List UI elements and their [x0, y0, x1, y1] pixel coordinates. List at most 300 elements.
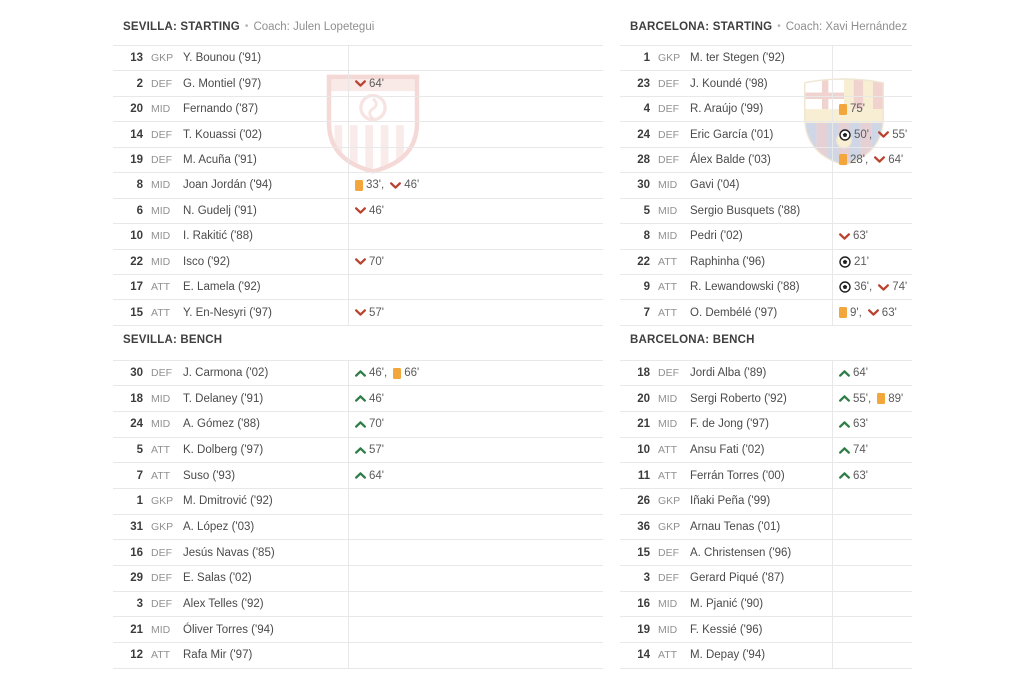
player-position: GKP — [658, 520, 681, 533]
player-row[interactable] — [620, 540, 912, 566]
player-events — [348, 515, 603, 540]
player-number: 10 — [637, 444, 650, 457]
player-events — [832, 643, 912, 668]
player-name: Raphinha ('96) — [690, 255, 766, 268]
player-position: ATT — [658, 444, 678, 457]
player-position: DEF — [658, 572, 679, 585]
player-number: 21 — [130, 623, 143, 636]
player-events — [832, 46, 912, 70]
match-event — [877, 393, 903, 405]
player-name: K. Dolberg ('97) — [183, 444, 264, 457]
player-row[interactable] — [113, 386, 603, 412]
player-number: 36 — [637, 520, 650, 533]
player-position: ATT — [151, 306, 171, 319]
match-event — [839, 154, 868, 166]
player-name: N. Gudelj ('91) — [183, 204, 257, 217]
player-row[interactable] — [113, 148, 603, 173]
player-row[interactable] — [113, 199, 603, 224]
player-row[interactable] — [113, 463, 603, 489]
goal-icon — [839, 129, 851, 141]
player-row[interactable] — [620, 643, 912, 669]
player-events — [348, 199, 603, 223]
player-position: DEF — [151, 597, 172, 610]
player-position: MID — [151, 103, 171, 116]
event-time: 55' — [892, 128, 908, 141]
player-number: 6 — [136, 204, 143, 217]
player-number: 11 — [637, 469, 650, 482]
player-row[interactable] — [620, 463, 912, 489]
player-events — [348, 438, 603, 463]
player-row[interactable] — [620, 97, 912, 122]
player-number: 13 — [130, 52, 143, 65]
player-position: ATT — [658, 255, 678, 268]
event-time: 64' — [369, 469, 384, 482]
player-number: 16 — [637, 597, 650, 610]
player-name: T. Kouassi ('02) — [183, 128, 262, 141]
sub-off-icon — [355, 258, 366, 265]
player-position: ATT — [151, 444, 171, 457]
sub-on-icon — [839, 421, 850, 428]
match-event — [839, 444, 868, 456]
event-time: 63' — [853, 469, 868, 482]
player-events — [348, 300, 603, 324]
player-row[interactable] — [113, 438, 603, 464]
player-events — [348, 97, 603, 121]
player-position: GKP — [151, 52, 174, 65]
match-event — [355, 444, 384, 456]
player-number: 8 — [643, 230, 650, 243]
player-number: 28 — [637, 153, 650, 166]
player-position: MID — [658, 392, 678, 405]
player-events — [832, 412, 912, 437]
player-position: DEF — [658, 128, 679, 141]
player-position: ATT — [151, 469, 171, 482]
yellow-card-icon — [393, 368, 401, 379]
player-events — [348, 361, 603, 386]
player-position: DEF — [658, 367, 679, 380]
player-row[interactable] — [620, 617, 912, 643]
sevilla-starting-title: SEVILLA: STARTING — [123, 21, 240, 33]
sub-on-icon — [839, 447, 850, 454]
player-position: MID — [658, 418, 678, 431]
player-number: 30 — [637, 179, 650, 192]
match-event — [839, 393, 871, 405]
header-separator-dot: • — [244, 21, 249, 32]
player-number: 9 — [643, 281, 650, 294]
player-position: MID — [658, 204, 678, 217]
event-time: 9', — [850, 306, 862, 319]
player-name: Jordi Alba ('89) — [690, 367, 767, 380]
sub-on-icon — [839, 370, 850, 377]
sevilla-bench-title: SEVILLA: BENCH — [123, 333, 223, 346]
match-event — [355, 367, 387, 379]
player-number: 8 — [136, 179, 143, 192]
player-row[interactable] — [113, 224, 603, 249]
player-number: 5 — [643, 204, 650, 217]
player-events — [832, 250, 912, 274]
player-position: ATT — [658, 469, 678, 482]
player-position: DEF — [658, 546, 679, 559]
player-events — [348, 463, 603, 488]
player-events — [832, 97, 912, 121]
player-position: MID — [658, 597, 678, 610]
player-events — [348, 566, 603, 591]
player-events — [832, 489, 912, 514]
player-number: 12 — [130, 649, 143, 662]
player-number: 31 — [130, 520, 143, 533]
player-position: MID — [151, 204, 171, 217]
player-name: Óliver Torres ('94) — [183, 623, 274, 636]
event-time: 89' — [888, 392, 904, 405]
match-event — [839, 367, 868, 379]
player-number: 3 — [136, 597, 143, 610]
match-event — [839, 230, 868, 242]
player-name: M. Acuña ('91) — [183, 153, 257, 166]
player-position: GKP — [658, 495, 681, 508]
player-row[interactable] — [620, 412, 912, 438]
player-number: 19 — [637, 623, 650, 636]
barcelona-coach-label: Coach: Xavi Hernández — [785, 21, 908, 33]
player-position: DEF — [658, 77, 679, 90]
player-events — [832, 463, 912, 488]
player-row[interactable] — [620, 148, 912, 173]
player-name: Arnau Tenas ('01) — [690, 520, 781, 533]
player-events — [832, 515, 912, 540]
player-events — [832, 275, 912, 299]
player-events — [832, 122, 912, 146]
player-events — [832, 566, 912, 591]
player-row[interactable] — [113, 566, 603, 592]
player-name: M. Pjanić ('90) — [690, 597, 764, 610]
event-time: 63' — [881, 306, 897, 319]
player-row[interactable] — [620, 592, 912, 618]
player-name: J. Carmona ('02) — [183, 367, 269, 380]
player-row[interactable] — [620, 275, 912, 300]
player-row[interactable] — [620, 71, 912, 96]
player-name: Iñaki Peña ('99) — [690, 495, 771, 508]
player-number: 24 — [130, 418, 143, 431]
player-position: ATT — [658, 649, 678, 662]
event-time: 57' — [369, 444, 384, 457]
player-name: A. Christensen ('96) — [690, 546, 792, 559]
sub-off-icon — [390, 182, 401, 189]
player-row[interactable] — [113, 46, 603, 71]
event-time: 63' — [853, 418, 868, 431]
sub-on-icon — [355, 421, 366, 428]
player-position: DEF — [151, 572, 172, 585]
player-row[interactable] — [620, 250, 912, 275]
player-number: 23 — [637, 77, 650, 90]
player-row[interactable] — [113, 489, 603, 515]
player-position: GKP — [151, 520, 174, 533]
match-event — [839, 307, 862, 319]
event-time: 28', — [850, 153, 869, 166]
player-name: M. Depay ('94) — [690, 649, 766, 662]
player-name: T. Delaney ('91) — [183, 392, 264, 405]
player-row[interactable] — [113, 300, 603, 325]
player-events — [348, 148, 603, 172]
player-position: MID — [151, 255, 171, 268]
player-name: O. Dembélé ('97) — [690, 306, 778, 319]
sevilla-bench-table — [113, 360, 603, 669]
player-row[interactable] — [113, 540, 603, 566]
player-position: ATT — [658, 281, 678, 294]
player-name: F. Kessié ('96) — [690, 623, 763, 636]
player-name: M. ter Stegen ('92) — [690, 52, 785, 65]
player-position: GKP — [151, 495, 174, 508]
sub-off-icon — [868, 309, 879, 316]
goal-icon — [839, 256, 851, 268]
goal-icon — [839, 281, 851, 293]
player-name: R. Araújo ('99) — [690, 103, 764, 116]
match-event — [355, 470, 384, 482]
player-events — [832, 224, 912, 248]
player-number: 3 — [643, 572, 650, 585]
player-number: 22 — [637, 255, 650, 268]
player-events — [348, 173, 603, 197]
event-time: 70' — [369, 255, 384, 268]
player-row[interactable] — [620, 566, 912, 592]
player-events — [348, 643, 603, 668]
player-position: MID — [658, 623, 678, 636]
player-number: 10 — [130, 230, 143, 243]
event-time: 64' — [888, 153, 904, 166]
player-position: ATT — [658, 306, 678, 319]
event-time: 75' — [850, 103, 865, 116]
event-time: 46', — [369, 367, 388, 380]
match-event — [878, 129, 907, 141]
yellow-card-icon — [839, 307, 847, 318]
player-number: 15 — [637, 546, 650, 559]
player-position: MID — [151, 623, 171, 636]
player-events — [832, 386, 912, 411]
player-events — [832, 361, 912, 386]
sub-on-icon — [839, 472, 850, 479]
player-events — [832, 617, 912, 642]
barcelona-starting-header — [620, 20, 912, 34]
match-event — [355, 256, 384, 268]
player-position: ATT — [151, 281, 171, 294]
player-number: 22 — [130, 255, 143, 268]
player-row[interactable] — [113, 250, 603, 275]
match-event — [355, 307, 384, 319]
event-time: 70' — [369, 418, 384, 431]
player-position: DEF — [658, 153, 679, 166]
player-number: 16 — [130, 546, 143, 559]
player-number: 1 — [136, 495, 143, 508]
player-events — [832, 438, 912, 463]
match-event — [355, 418, 384, 430]
player-position: MID — [151, 392, 171, 405]
player-position: DEF — [151, 128, 172, 141]
player-row[interactable] — [620, 46, 912, 71]
player-position: DEF — [151, 367, 172, 380]
player-name: Rafa Mir ('97) — [183, 649, 253, 662]
player-number: 20 — [637, 392, 650, 405]
player-number: 2 — [136, 77, 143, 90]
player-row[interactable] — [113, 173, 603, 198]
player-position: MID — [658, 230, 678, 243]
player-number: 19 — [130, 153, 143, 166]
player-number: 5 — [136, 444, 143, 457]
match-event — [839, 256, 869, 268]
event-time: 36', — [854, 281, 873, 294]
player-row[interactable] — [620, 515, 912, 541]
player-number: 30 — [130, 367, 143, 380]
sub-on-icon — [355, 447, 366, 454]
event-time: 46' — [404, 179, 420, 192]
player-number: 29 — [130, 572, 143, 585]
player-events — [348, 122, 603, 146]
player-events — [348, 71, 603, 95]
player-events — [832, 300, 912, 324]
player-name: Jesús Navas ('85) — [183, 546, 275, 559]
yellow-card-icon — [355, 180, 363, 191]
player-position: MID — [151, 418, 171, 431]
sevilla-bench-header — [113, 333, 603, 347]
sub-on-icon — [355, 472, 366, 479]
match-event — [355, 179, 384, 191]
player-number: 14 — [130, 128, 143, 141]
player-row[interactable] — [620, 199, 912, 224]
player-row[interactable] — [113, 412, 603, 438]
player-name: E. Lamela ('92) — [183, 281, 261, 294]
player-events — [348, 46, 603, 70]
event-time: 66' — [404, 367, 420, 380]
player-position: DEF — [151, 546, 172, 559]
player-name: I. Rakitić ('88) — [183, 230, 253, 243]
match-event — [390, 179, 419, 191]
match-event — [878, 281, 907, 293]
player-events — [348, 617, 603, 642]
player-row[interactable] — [113, 71, 603, 96]
match-event — [868, 307, 897, 319]
match-event — [355, 78, 384, 90]
player-name: F. de Jong ('97) — [690, 418, 769, 431]
player-events — [348, 412, 603, 437]
player-name: G. Montiel ('97) — [183, 77, 262, 90]
player-events — [832, 592, 912, 617]
barcelona-lineup-column — [620, 0, 912, 669]
sub-on-icon — [355, 370, 366, 377]
player-position: DEF — [151, 153, 172, 166]
player-name: Alex Telles ('92) — [183, 597, 264, 610]
sub-off-icon — [839, 233, 850, 240]
player-number: 20 — [130, 103, 143, 116]
player-row[interactable] — [620, 300, 912, 325]
player-name: Suso ('93) — [183, 469, 236, 482]
player-events — [348, 275, 603, 299]
player-row[interactable] — [620, 386, 912, 412]
player-name: Pedri ('02) — [690, 230, 743, 243]
player-row[interactable] — [113, 361, 603, 387]
sub-off-icon — [355, 207, 366, 214]
player-position: DEF — [151, 77, 172, 90]
player-position: ATT — [151, 649, 171, 662]
match-event — [839, 470, 868, 482]
player-number: 14 — [637, 649, 650, 662]
player-number: 4 — [643, 103, 650, 116]
player-row[interactable] — [113, 97, 603, 122]
player-position: MID — [151, 179, 171, 192]
player-row[interactable] — [113, 515, 603, 541]
player-name: Gerard Piqué ('87) — [690, 572, 785, 585]
player-row[interactable] — [620, 122, 912, 147]
player-name: R. Lewandowski ('88) — [690, 281, 800, 294]
player-row[interactable] — [113, 592, 603, 618]
player-name: Joan Jordán ('94) — [183, 179, 273, 192]
match-event — [874, 154, 903, 166]
player-number: 7 — [136, 469, 143, 482]
event-time: 74' — [892, 281, 908, 294]
player-name: Álex Balde ('03) — [690, 153, 771, 166]
player-row[interactable] — [620, 438, 912, 464]
player-events — [832, 540, 912, 565]
player-events — [348, 224, 603, 248]
player-name: Gavi ('04) — [690, 179, 740, 192]
player-row[interactable] — [113, 617, 603, 643]
player-name: Isco ('92) — [183, 255, 230, 268]
player-number: 18 — [637, 367, 650, 380]
player-name: Sergio Busquets ('88) — [690, 204, 801, 217]
player-number: 21 — [637, 418, 650, 431]
sevilla-coach-label: Coach: Julen Lopetegui — [253, 21, 375, 33]
barcelona-bench-header — [620, 333, 912, 347]
player-events — [832, 173, 912, 197]
barcelona-starting-table — [620, 45, 912, 326]
player-position: MID — [658, 179, 678, 192]
player-position: DEF — [658, 103, 679, 116]
player-name: M. Dmitrović ('92) — [183, 495, 273, 508]
player-row[interactable] — [620, 173, 912, 198]
barcelona-bench-table — [620, 360, 912, 669]
barcelona-bench-title: BARCELONA: BENCH — [630, 333, 755, 346]
event-time: 21' — [854, 255, 869, 268]
player-number: 18 — [130, 392, 143, 405]
match-event — [839, 129, 872, 141]
player-row[interactable] — [113, 643, 603, 669]
sevilla-starting-header — [113, 20, 603, 34]
player-name: Y. Bounou ('91) — [183, 52, 262, 65]
match-event — [839, 418, 868, 430]
sub-off-icon — [355, 309, 366, 316]
match-event — [839, 281, 872, 293]
sub-off-icon — [878, 131, 889, 138]
player-name: Eric García ('01) — [690, 128, 774, 141]
header-separator-dot: • — [777, 21, 781, 32]
event-time: 33', — [366, 179, 385, 192]
sub-off-icon — [874, 156, 885, 163]
player-events — [348, 386, 603, 411]
player-row[interactable] — [113, 275, 603, 300]
sub-on-icon — [355, 395, 366, 402]
event-time: 50', — [854, 128, 873, 141]
event-time: 64' — [369, 77, 384, 90]
player-name: J. Koundé ('98) — [690, 77, 768, 90]
match-event — [355, 393, 384, 405]
player-number: 1 — [643, 52, 650, 65]
event-time: 63' — [853, 230, 868, 243]
player-row[interactable] — [620, 224, 912, 249]
player-name: A. López ('03) — [183, 520, 255, 533]
sub-off-icon — [355, 80, 366, 87]
player-row[interactable] — [620, 489, 912, 515]
event-time: 46' — [369, 392, 384, 405]
player-row[interactable] — [113, 122, 603, 147]
player-name: E. Salas ('02) — [183, 572, 252, 585]
player-row[interactable] — [620, 361, 912, 387]
player-events — [832, 199, 912, 223]
